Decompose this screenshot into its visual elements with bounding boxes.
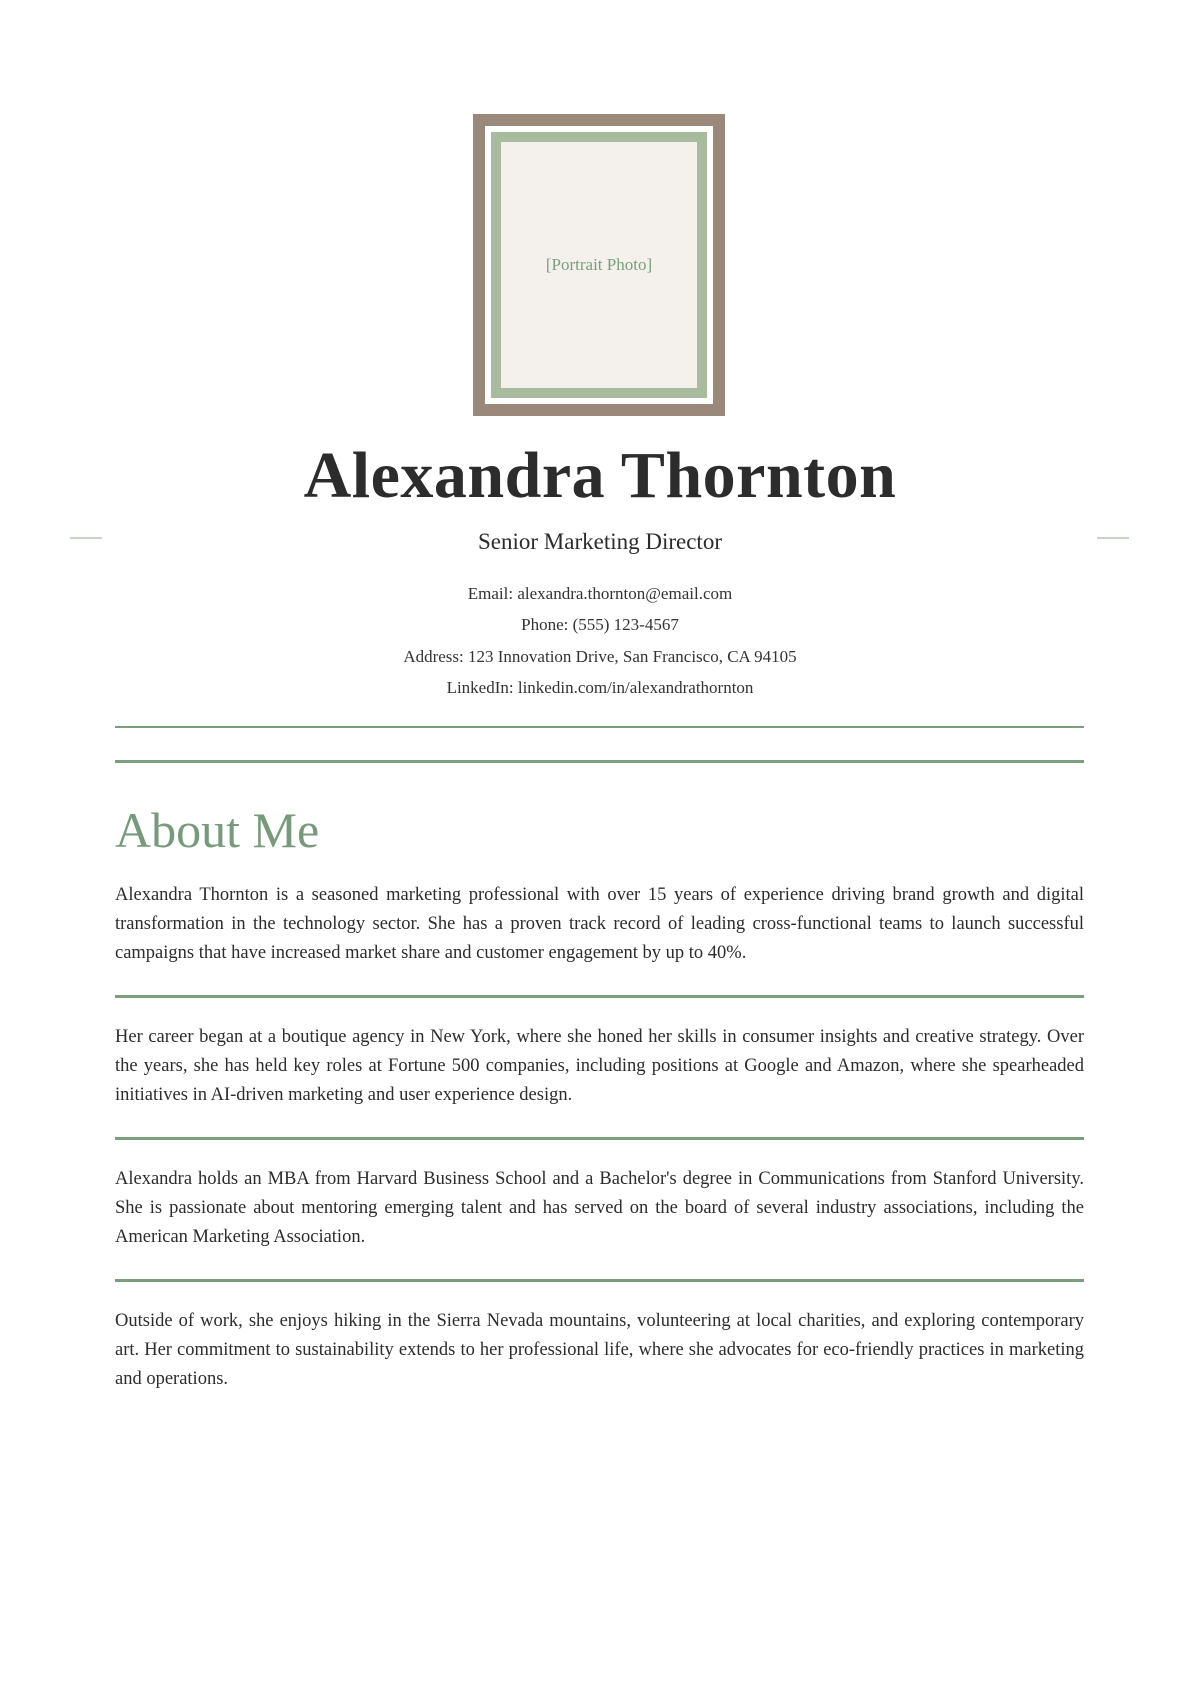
- contact-address: Address: 123 Innovation Drive, San Francisco, CA 94105: [403, 646, 797, 666]
- portrait-photo: [501, 142, 697, 388]
- portrait-frame-gap: [485, 126, 713, 404]
- header-divider-thin: [115, 726, 1084, 728]
- contact-phone: Phone: (555) 123-4567: [521, 615, 679, 635]
- paragraph-divider: [115, 1279, 1084, 1282]
- portrait-frame: [473, 114, 725, 416]
- about-paragraph-3: Alexandra holds an MBA from Harvard Business School and a Bachelor's degree in Communications from Stanford University. She is passionate about mentoring emerging talent and has served on the board of several industry associations, including the American Marketing Association.: [115, 1169, 1084, 1247]
- person-name: Alexandra Thornton: [303, 439, 897, 512]
- about-paragraph-4: Outside of work, she enjoys hiking in the Sierra Nevada mountains, volunteering at local charities, and exploring contemporary art. Her commitment to sustainability extends to her professional life, where she advocates for eco-friendly practices in marketing and operations.: [115, 1311, 1084, 1389]
- header-divider-thick: [115, 760, 1084, 763]
- paragraph-divider: [115, 1137, 1084, 1140]
- contact-linkedin: LinkedIn: linkedin.com/in/alexandrathornton: [446, 677, 754, 697]
- portrait-frame-inner-border: [491, 132, 707, 398]
- about-paragraph-2: Her career began at a boutique agency in New York, where she honed her skills in consumer insights and creative strategy. Over the years, she has held key roles at Fortune 500 companies, including positions at Google and Amazon, where she spearheaded initiatives in AI-driven marketing and user experience design.: [115, 1027, 1084, 1105]
- about-paragraph-1: Alexandra Thornton is a seasoned marketing professional with over 15 years of experience driving brand growth and digital transformation in the technology sector. She has a proven track record of leading cross-functional teams to launch successful campaigns that have increased market share and customer engagement by up to 40%.: [115, 885, 1084, 963]
- contact-info: [0, 578, 1200, 703]
- portrait-placeholder-text: [Portrait Photo]: [545, 255, 653, 274]
- job-title: Senior Marketing Director: [478, 529, 722, 554]
- paragraph-divider: [115, 995, 1084, 998]
- section-heading-about: About Me: [115, 802, 320, 858]
- contact-email: Email: alexandra.thornton@email.com: [467, 584, 733, 603]
